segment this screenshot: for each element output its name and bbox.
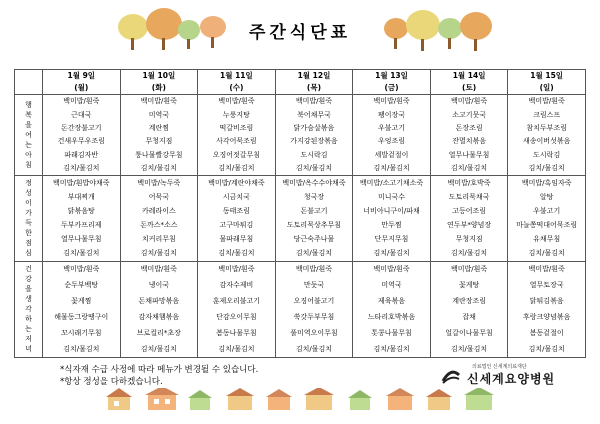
menu-item: 물파래무침 xyxy=(219,235,254,244)
menu-item: 백미밥/흰죽 xyxy=(528,265,565,274)
menu-item: 쑥갓두부무침 xyxy=(293,312,335,321)
menu-item: 김치/물김치 xyxy=(373,344,410,353)
menu-item: 미역국 xyxy=(148,110,169,119)
weekly-menu-table xyxy=(14,69,586,358)
tree-icon xyxy=(438,18,462,50)
breakfast-row xyxy=(15,95,586,176)
menu-cell xyxy=(275,176,353,262)
menu-item: 봄동겉절이 xyxy=(529,328,564,337)
meal-label-char: 하 xyxy=(25,315,32,324)
menu-item: 김치/물김치 xyxy=(140,164,177,172)
meal-label-char: 을 xyxy=(25,121,32,129)
menu-item: 파래김자반 xyxy=(64,150,99,159)
menu-item: 오징어불고기 xyxy=(293,297,335,306)
menu-item: 치커리무침 xyxy=(141,235,176,244)
menu-item: 단무지무침 xyxy=(374,235,409,244)
menu-item: 우불고기 xyxy=(378,124,406,133)
menu-cell xyxy=(430,95,508,176)
menu-cell xyxy=(120,261,198,357)
day-header: 1월 11일 (수) xyxy=(198,70,276,95)
menu-cell xyxy=(430,176,508,262)
menu-item: 돈장조림 xyxy=(455,124,483,133)
menu-item: 백미밥/흰죽 xyxy=(63,97,100,106)
menu-item: 참치두부조림 xyxy=(526,124,567,133)
menu-item: 계란장조림 xyxy=(452,297,486,306)
header xyxy=(0,0,600,62)
menu-cell xyxy=(43,261,121,357)
menu-item: 고등어조림 xyxy=(452,206,486,215)
house-icon xyxy=(348,390,372,410)
menu-cell xyxy=(120,176,198,262)
menu-item: 동태조림 xyxy=(222,206,250,215)
lunch-row xyxy=(15,176,586,262)
menu-item: 오징어젓갈무침 xyxy=(212,150,261,159)
menu-item: 두부카프리제 xyxy=(60,221,102,230)
corner-cell xyxy=(15,70,43,95)
menu-item: 건새우무우조림 xyxy=(57,137,105,146)
menu-item: 열무나물무침 xyxy=(60,235,102,244)
menu-item: 돈채파망볶음 xyxy=(138,297,180,306)
menu-item: 떡갈비조림 xyxy=(219,124,254,133)
day-header: 1월 10일 (화) xyxy=(120,70,198,95)
menu-item: 팽이장국 xyxy=(378,110,406,119)
menu-item: 미니국수 xyxy=(378,192,406,201)
menu-item: 누룽지탕 xyxy=(222,110,250,119)
menu-cell xyxy=(508,95,586,176)
menu-item: 백미밥/흰죽 xyxy=(63,265,100,274)
menu-item: 닭튀김볶음 xyxy=(529,297,564,306)
menu-item: 청국장 xyxy=(303,192,325,201)
day-header: 1월 12일 (목) xyxy=(275,70,353,95)
menu-item: 느타리호박볶음 xyxy=(367,312,416,321)
menu-item: 미역국 xyxy=(381,281,402,290)
menu-item: 열무나물무침 xyxy=(448,150,490,159)
menu-item: 김치/물김치 xyxy=(451,249,488,258)
menu-item: 소고기뭇국 xyxy=(452,110,486,119)
meal-label-char: 아 xyxy=(25,151,32,159)
menu-item: 브로컬리*초장 xyxy=(136,328,181,337)
menu-item: 당근숙주나물 xyxy=(293,235,335,244)
meal-label-char: 가 xyxy=(25,209,32,218)
meal-label-char: 복 xyxy=(25,111,32,119)
menu-item: 훈제오리불고기 xyxy=(212,297,261,306)
menu-item: 김치/물김치 xyxy=(63,249,100,258)
day-header: 1월 14일 (토) xyxy=(430,70,508,95)
note-line: *항상 정성을 다하겠습니다. xyxy=(60,377,163,387)
menu-item: 백미밥/흰죽 xyxy=(451,265,488,274)
menu-item: 감자채햄볶음 xyxy=(138,312,180,321)
menu-item: 돈간장불고기 xyxy=(60,124,102,133)
houses-decoration xyxy=(0,388,600,424)
menu-cell xyxy=(508,261,586,357)
meal-label-char: 을 xyxy=(25,285,32,294)
meal-label-char: 여 xyxy=(25,131,32,139)
menu-item: 꽃게탕 xyxy=(458,281,480,290)
menu-item: 백미밥/옥수수야채죽 xyxy=(282,178,346,187)
menu-item: 순두부백탕 xyxy=(64,281,99,290)
logo-name: 신세계요양병원 xyxy=(467,372,556,386)
menu-item: 봄동나물무침 xyxy=(216,328,257,337)
meal-label xyxy=(15,261,43,357)
menu-item: 새송이버섯볶음 xyxy=(523,137,571,146)
menu-item: 김치/물김치 xyxy=(373,164,410,172)
menu-item: 꽃게찜 xyxy=(71,297,92,306)
house-icon xyxy=(266,389,292,410)
menu-cell xyxy=(43,176,121,262)
house-icon xyxy=(464,388,494,410)
menu-cell xyxy=(275,95,353,176)
house-icon xyxy=(226,388,254,410)
menu-cell xyxy=(353,95,431,176)
tree-icon xyxy=(384,18,408,50)
menu-cell xyxy=(353,176,431,262)
menu-cell xyxy=(353,261,431,357)
menu-item: 백미밥/호박죽 xyxy=(447,178,491,187)
menu-item: 우불고기 xyxy=(533,206,561,215)
footer-notes xyxy=(60,364,258,388)
menu-item: 백미밥/흰죽 xyxy=(451,97,488,106)
menu-item: 백미밥/흰죽 xyxy=(218,265,255,274)
menu-item: 시금치국 xyxy=(222,192,250,201)
menu-item: 잡채 xyxy=(462,312,476,321)
menu-item: 사각어묵조림 xyxy=(216,137,257,146)
menu-item: 카레라이스 xyxy=(141,206,176,215)
hospital-logo-icon xyxy=(441,369,461,385)
meal-label-char: 점 xyxy=(25,239,32,248)
meal-label-char: 생 xyxy=(25,295,32,304)
menu-item: 김치/물김치 xyxy=(528,164,565,172)
menu-item: 백미밥/흰죽 xyxy=(295,97,333,106)
menu-item: 계란찜 xyxy=(148,124,169,133)
menu-item: 백미밥/흰죽 xyxy=(528,97,565,106)
menu-item: 도시락김 xyxy=(533,150,561,159)
menu-item: 근대국 xyxy=(71,110,92,119)
menu-item: 돈까스*소스 xyxy=(140,221,178,230)
menu-item: 풀미역오이무침 xyxy=(290,328,338,337)
meal-label-char: 강 xyxy=(25,275,32,284)
menu-cell xyxy=(430,261,508,357)
meal-label-char: 이 xyxy=(25,199,32,208)
menu-item: 백미밥/흰밥야채죽 xyxy=(53,178,110,187)
meal-label-char: 각 xyxy=(25,305,32,314)
menu-item: 김치/물김치 xyxy=(140,249,177,258)
menu-cell xyxy=(198,95,276,176)
meal-label-char: 득 xyxy=(25,219,32,228)
menu-item: 김치/물김치 xyxy=(63,164,100,172)
menu-item: 얼갈이나물무침 xyxy=(445,328,493,337)
day-header: 1월 13일 (금) xyxy=(353,70,431,95)
menu-item: 고구마튀김 xyxy=(219,221,254,230)
menu-item: 만둣국 xyxy=(303,281,325,290)
menu-item: 돈불고기 xyxy=(300,206,328,215)
menu-item: 마늘쫑떡대어묵조림 xyxy=(516,221,578,230)
menu-item: 김치/물김치 xyxy=(528,344,565,353)
menu-item: 김치/물김치 xyxy=(218,344,255,353)
menu-item: 감자수제비 xyxy=(219,281,254,290)
menu-cell xyxy=(198,176,276,262)
menu-item: 김치/물김치 xyxy=(373,249,410,258)
meal-label-char: 정 xyxy=(25,179,32,188)
menu-item: 백미밥/소고기채소죽 xyxy=(359,178,424,187)
menu-item: 연두부*양념장 xyxy=(447,221,492,230)
meal-label-char: 심 xyxy=(25,249,32,258)
menu-item: 부대찌개 xyxy=(67,192,95,201)
menu-item: 김치/물김치 xyxy=(295,249,333,258)
menu-item: 냉이국 xyxy=(148,281,169,290)
menu-item: 유채무침 xyxy=(533,235,561,244)
menu-item: 열무토장국 xyxy=(529,281,564,290)
meal-label-char: 행 xyxy=(25,101,32,109)
day-header: 1월 9일 (월) xyxy=(43,70,121,95)
menu-item: 백미밥/흰죽 xyxy=(373,265,410,274)
house-icon xyxy=(304,388,334,410)
tree-icon xyxy=(406,10,440,52)
menu-item: 김치/물김치 xyxy=(140,344,177,353)
menu-item: 김치/물김치 xyxy=(218,249,255,258)
menu-item: 세발겉절이 xyxy=(374,150,409,159)
menu-item: 꼬시래기무침 xyxy=(60,328,102,337)
house-icon xyxy=(145,388,179,410)
menu-item: 우엉조림 xyxy=(378,137,406,146)
menu-item: 백미밥/흰죽 xyxy=(218,97,255,106)
house-icon xyxy=(106,388,132,410)
menu-item: 만두찜 xyxy=(381,221,402,230)
meal-label-char: 한 xyxy=(25,229,32,238)
menu-item: 단감오이무침 xyxy=(216,312,257,321)
menu-item: 닭가슴살볶음 xyxy=(293,124,335,133)
dinner-row xyxy=(15,261,586,357)
meal-label-char: 건 xyxy=(25,265,32,274)
meal-label-char: 침 xyxy=(25,161,32,169)
meal-label-char: 저 xyxy=(25,335,32,344)
meal-label xyxy=(15,95,43,176)
menu-item: 백미밥/흰죽 xyxy=(140,265,177,274)
menu-cell xyxy=(508,176,586,262)
menu-item: 도토리묵상추무침 xyxy=(286,221,342,230)
menu-item: 백미밥/흑임자죽 xyxy=(521,178,572,187)
menu-item: 김치/물김치 xyxy=(295,164,333,172)
menu-item: 김치/물김치 xyxy=(63,344,100,353)
menu-item: 백미밥/흰죽 xyxy=(140,97,177,106)
menu-cell xyxy=(120,95,198,176)
menu-item: 퉁나물빨강무침 xyxy=(135,150,183,159)
menu-item: 김치/물김치 xyxy=(451,164,488,172)
day-header: 1월 15일 (일) xyxy=(508,70,586,95)
menu-item: 잔멸치볶음 xyxy=(452,137,486,146)
meal-label-char: 녁 xyxy=(25,345,32,354)
menu-item: 백미밥/흰죽 xyxy=(373,97,410,106)
menu-item: 김치/물김치 xyxy=(218,164,255,172)
header-row xyxy=(15,70,586,95)
menu-item: 백미밥/녹두죽 xyxy=(137,178,181,187)
logo-subtitle: 의료법인 신세계의료재단 xyxy=(472,364,527,370)
house-icon xyxy=(386,388,414,410)
menu-item: 알탕 xyxy=(539,192,554,201)
note-line: *식자재 수급 사정에 따라 메뉴가 변경될 수 있습니다. xyxy=(60,365,259,375)
page-title: 주간식단표 xyxy=(248,23,352,43)
menu-item: 너비아니구이/파채 xyxy=(363,206,420,215)
menu-item: 북어채무국 xyxy=(297,110,331,119)
menu-item: 후랑크양념볶음 xyxy=(523,312,571,321)
tree-icon xyxy=(460,12,492,52)
meal-label-char: 성 xyxy=(25,189,32,198)
menu-item: 김치/물김치 xyxy=(295,344,333,353)
meal-label xyxy=(15,176,43,262)
house-icon xyxy=(188,390,212,410)
menu-cell xyxy=(275,261,353,357)
menu-item: 어묵국 xyxy=(148,192,169,201)
menu-item: 크림스프 xyxy=(533,110,561,119)
meal-label-char: 는 xyxy=(25,325,32,334)
menu-item: 도토리묵채국 xyxy=(448,192,490,201)
menu-item: 무청지짐 xyxy=(145,137,173,146)
menu-item: 백미밥/흰죽 xyxy=(295,265,333,274)
menu-item: 김치/물김치 xyxy=(451,344,488,353)
menu-item: 백미밥/계란야채죽 xyxy=(208,178,265,187)
meal-label-char: 는 xyxy=(25,141,32,149)
menu-item: 닭볶음탕 xyxy=(67,206,95,215)
menu-item: 톳콩나물무침 xyxy=(371,328,412,337)
menu-cell xyxy=(198,261,276,357)
menu-item: 도시락김 xyxy=(300,150,328,159)
menu-item: 김치/물김치 xyxy=(528,249,565,258)
menu-cell xyxy=(43,95,121,176)
house-icon xyxy=(426,389,452,410)
menu-item: 해물동그랑땡구이 xyxy=(54,312,109,321)
menu-item: 무청지짐 xyxy=(455,235,483,244)
menu-item: 가지강된장볶음 xyxy=(290,137,338,146)
menu-item: 제육볶음 xyxy=(378,297,406,306)
